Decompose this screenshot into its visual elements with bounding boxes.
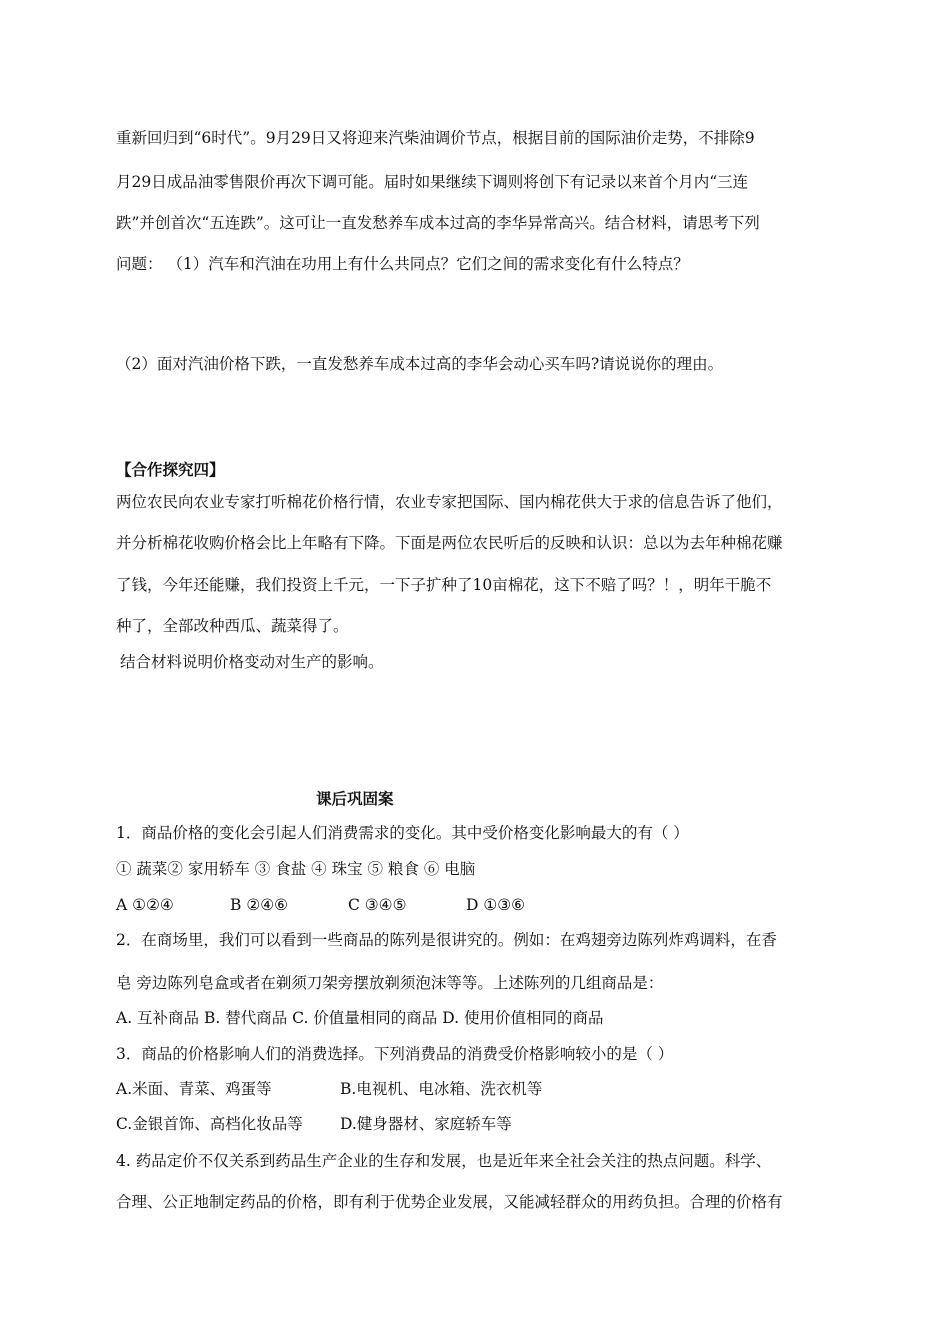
q3-option-d: D.健身器材、家庭轿车等: [340, 1115, 512, 1133]
q1-option-a: A ①②④: [116, 896, 174, 914]
section4-line1: 两位农民向农业专家打听棉花价格行情，农业专家把国际、国内棉花供大于求的信息告诉了他们，: [116, 493, 783, 511]
q1-options: [116, 895, 525, 915]
section4-line3: 了钱，今年还能赚，我们投资上千元，一下子扩种了10亩棉花，这下不赔了吗？！，明年干脆不: [116, 576, 772, 594]
q1-option-c: C ③④⑤: [348, 896, 407, 914]
q3-option-b: B.电视机、电冰箱、洗衣机等: [340, 1080, 543, 1098]
section4-question: 结合材料说明价格变动对生产的影响。: [120, 653, 384, 671]
passage1-question1: 问题： （1）汽车和汽油在功用上有什么共同点？它们之间的需求变化有什么特点？: [116, 255, 689, 273]
q1-stem: 1．商品价格的变化会引起人们消费需求的变化。其中受价格变化影响最大的有（ ）: [116, 824, 689, 842]
section4-line2: 并分析棉花收购价格会比上年略有下降。下面是两位农民听后的反映和认识：总以为去年种棉花赚: [116, 534, 783, 552]
q1-items: ① 蔬菜② 家用轿车 ③ 食盐 ④ 珠宝 ⑤ 粮食 ⑥ 电脑: [116, 860, 476, 878]
section4-line4: 种了，全部改种西瓜、蔬菜得了。: [116, 617, 349, 635]
q3-option-c: C.金银首饰、高档化妆品等: [116, 1115, 303, 1133]
section4-heading: 【合作探究四】: [116, 461, 225, 479]
q3-options-row1: [116, 1079, 542, 1099]
q2-stem-line1: 2．在商场里，我们可以看到一些商品的陈列是很讲究的。例如：在鸡翅旁边陈列炸鸡调料，在香: [116, 931, 777, 949]
passage1-line2: 月29日成品油零售限价再次下调可能。届时如果继续下调则将创下有记录以来首个月内“三连: [116, 173, 749, 191]
homework-title: 课后巩固案: [316, 790, 394, 808]
passage1-question2: （2）面对汽油价格下跌，一直发愁养车成本过高的李华会动心买车吗?请说说你的理由。: [116, 355, 724, 373]
q4-line2: 合理、公正地制定药品的价格，即有利于优势企业发展，又能减轻群众的用药负担。合理的价格有: [116, 1193, 783, 1211]
q3-stem: 3．商品的价格影响人们的消费选择。下列消费品的消费受价格影响较小的是（ ）: [116, 1045, 674, 1063]
q2-options: A. 互补商品 B. 替代商品 C. 价值量相同的商品 D. 使用价值相同的商品: [116, 1009, 604, 1027]
passage1-line1: 重新回归到“6时代”。9月29日又将迎来汽柴油调价节点，根据目前的国际油价走势，不排除9: [116, 129, 755, 147]
q1-option-d: D ①③⑥: [466, 896, 526, 914]
q3-option-a: A.米面、青菜、鸡蛋等: [116, 1080, 272, 1098]
q4-line1: 4. 药品定价不仅关系到药品生产企业的生存和发展，也是近年来全社会关注的热点问题。科学、: [116, 1152, 772, 1170]
q1-option-b: B ②④⑥: [230, 896, 289, 914]
q3-options-row2: [116, 1114, 512, 1134]
passage1-line3: 跌”并创首次“五连跌”。这可让一直发愁养车成本过高的李华异常高兴。结合材料，请思考下列: [116, 214, 760, 232]
q2-stem-line2: 皂 旁边陈列皂盒或者在剃须刀架旁摆放剃须泡沫等等。上述陈列的几组商品是：: [116, 974, 664, 992]
